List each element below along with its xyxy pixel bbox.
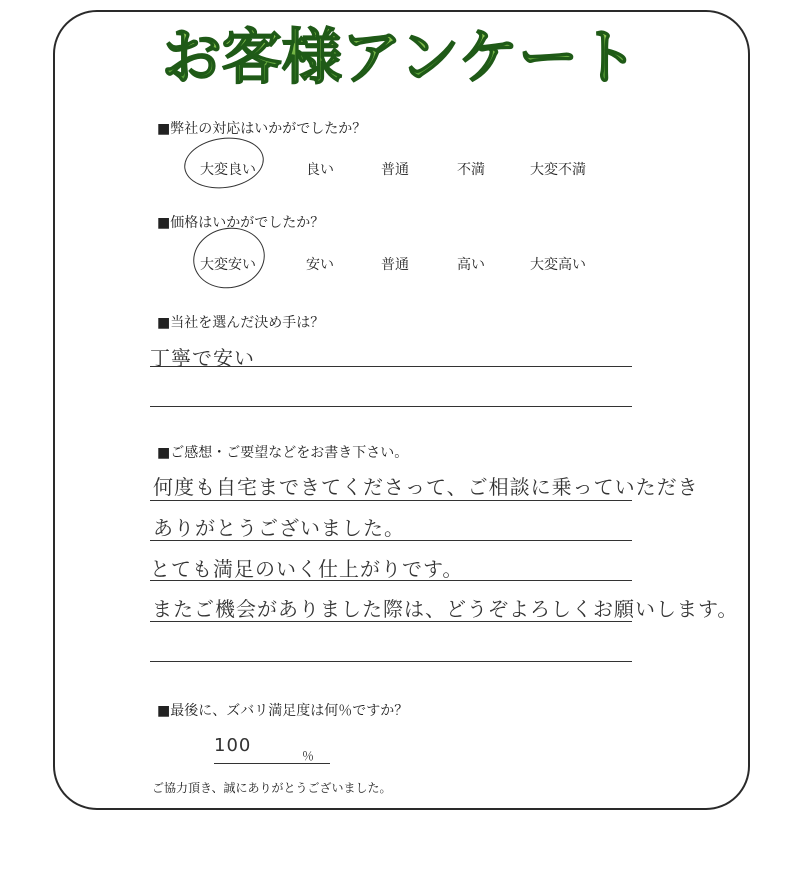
- comment-rule-5: [150, 661, 632, 662]
- q2-option-2[interactable]: 安い: [306, 257, 334, 273]
- q1-option-4[interactable]: 不満: [457, 162, 485, 178]
- comment-line-4: またご機会がありました際は、どうぞよろしくお願いします。: [152, 597, 739, 621]
- comment-rule-2: [150, 540, 632, 541]
- reason-line-2: [150, 406, 632, 407]
- comment-rule-3: [150, 580, 632, 581]
- question-comments: ■ご感想・ご要望などをお書き下さい。: [157, 445, 409, 461]
- satisfaction-underline: [214, 763, 330, 764]
- question-satisfaction: ■最後に、ズバリ満足度は何％ですか？: [157, 703, 409, 719]
- q2-option-4[interactable]: 高い: [457, 257, 485, 273]
- comment-rule-1: [150, 500, 632, 501]
- comment-line-2: ありがとうございました。: [153, 516, 405, 540]
- q2-option-3[interactable]: 普通: [381, 257, 409, 273]
- survey-title: [0, 20, 800, 92]
- satisfaction-field[interactable]: [214, 735, 334, 767]
- question-reason: ■当社を選んだ決め手は？: [157, 315, 325, 331]
- q1-option-1[interactable]: 大変良い: [200, 162, 256, 178]
- q1-option-2[interactable]: 良い: [306, 162, 334, 178]
- q1-option-3[interactable]: 普通: [381, 162, 409, 178]
- comment-line-1: 何度も自宅まできてくださって、ご相談に乗っていただき: [153, 475, 699, 499]
- satisfaction-unit: ％: [302, 749, 315, 763]
- comment-rule-4: [150, 621, 632, 622]
- survey-title-text: お客様アンケート: [161, 23, 639, 92]
- comment-line-3: とても満足のいく仕上がりです。: [150, 557, 464, 581]
- question-service: ■弊社の対応はいかがでしたか？: [157, 121, 367, 137]
- satisfaction-value: 100: [214, 735, 252, 756]
- reason-answer: 丁寧で安い: [150, 346, 255, 370]
- reason-line-1: [150, 366, 632, 367]
- q2-option-5[interactable]: 大変高い: [530, 257, 586, 273]
- question-price: ■価格はいかがでしたか？: [157, 215, 325, 231]
- q1-option-5[interactable]: 大変不満: [530, 162, 586, 178]
- thank-you-note: ご協力頂き、誠にありがとうございました。: [152, 781, 392, 795]
- q2-option-1[interactable]: 大変安い: [200, 257, 256, 273]
- survey-title-graphic: [0, 20, 800, 92]
